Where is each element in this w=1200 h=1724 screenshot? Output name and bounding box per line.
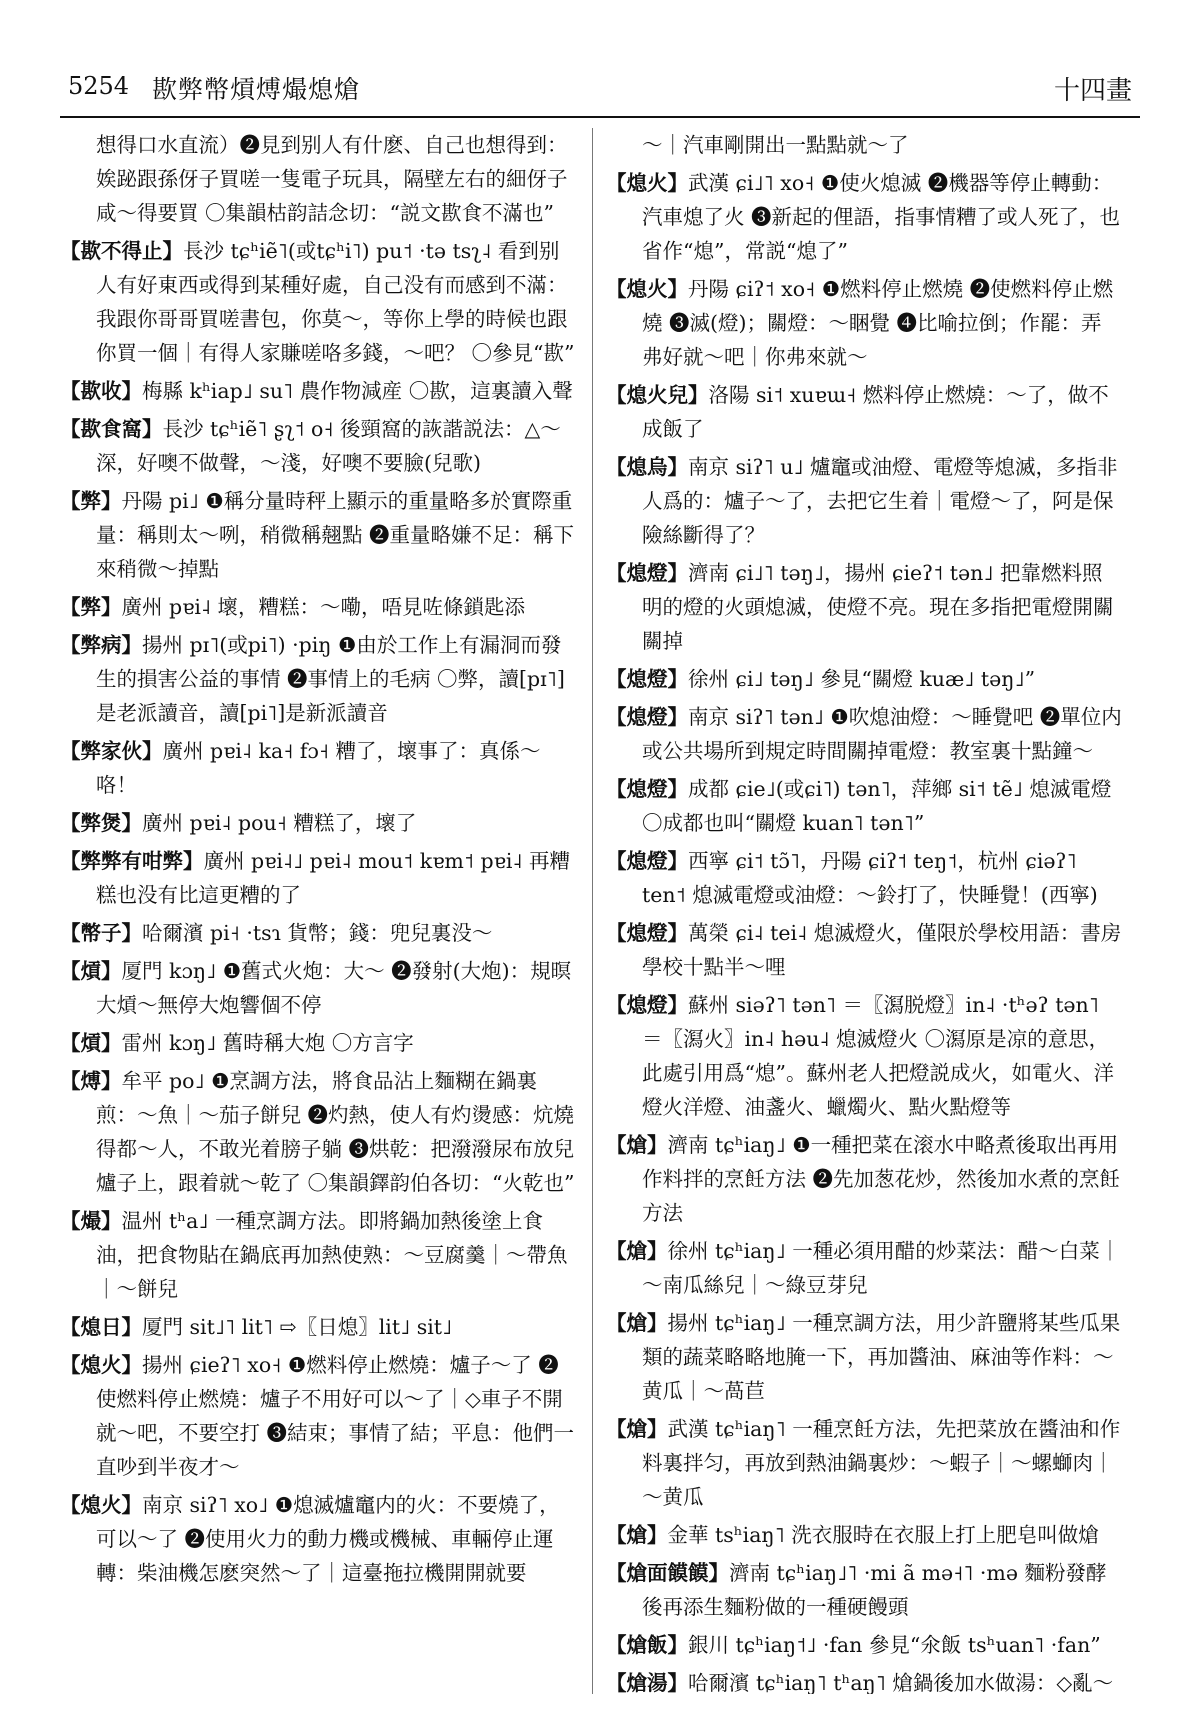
dictionary-entry <box>606 1666 1122 1694</box>
dictionary-entry <box>606 1128 1122 1230</box>
entry-headword: 【歁食窩】 <box>60 417 163 441</box>
dictionary-entry <box>606 988 1122 1124</box>
dictionary-entry <box>606 1518 1122 1552</box>
entry-headword: 【弊病】 <box>60 633 142 657</box>
entry-definition: 濟南 ɕi˩˥ təŋ˩，揚州 ɕieʔ˦ tən˩ 把靠燃料照明的燈的火頭熄滅，使燈不亮。現在多指把電燈開關關掉 <box>642 561 1114 653</box>
entry-headword: 【熄火】 <box>60 1353 142 1377</box>
dictionary-entry <box>606 916 1122 984</box>
entry-definition: 丹陽 pi˩ ❶稱分量時秤上顯示的重量略多於實際重量：稱則太～咧，稍微稱翹點 ❷重量略嫌不足：稱下來稍微～掉點 <box>96 489 575 581</box>
dictionary-entry <box>60 844 576 912</box>
entry-headword: 【熗】 <box>606 1417 668 1441</box>
entry-definition: 哈爾濱 pi˧ ·tsɿ 貨幣；錢：兜兒裏没～ <box>142 921 493 945</box>
left-column <box>60 128 576 1694</box>
entry-headword: 【歁收】 <box>60 379 142 403</box>
entry-headword: 【幣子】 <box>60 921 142 945</box>
entry-definition: 徐州 tɕʰiaŋ˩ 一種必須用醋的炒菜法：醋～白菜｜～南瓜絲兒｜～綠豆芽兒 <box>642 1239 1121 1297</box>
entry-headword: 【熄燈】 <box>606 777 688 801</box>
dictionary-entry <box>606 556 1122 658</box>
dictionary-entry <box>60 1026 576 1060</box>
entry-definition: 南京 siʔ˥ tən˩ ❶吹熄油燈：～睡覺吧 ❷單位内或公共場所到規定時間關掉電燈：教室裏十點鐘～ <box>642 705 1122 763</box>
entry-headword: 【熗】 <box>606 1239 668 1263</box>
entry-headword: 【弊弊有咁弊】 <box>60 849 204 873</box>
entry-definition: 丹陽 ɕiʔ˦ xo˧ ❶燃料停止燃燒 ❷使燃料停止燃燒 ❸滅(燈)；關燈：～睏覺 ❹比喻拉倒；作罷：弄弗好就～吧｜你弗來就～ <box>642 277 1114 369</box>
entry-headword: 【熄燈】 <box>606 993 688 1017</box>
entry-headword: 【弊】 <box>60 595 122 619</box>
dictionary-entry <box>606 1556 1122 1624</box>
entry-headword: 【熄燈】 <box>606 705 688 729</box>
dictionary-entry <box>606 844 1122 912</box>
entry-definition: 哈爾濱 tɕʰiaŋ˥ tʰaŋ˥ 熗鍋後加水做湯：◇亂～ <box>688 1671 1114 1694</box>
dictionary-entry <box>60 1064 576 1200</box>
entry-definition: 長沙 tɕʰiẽ˥ ʂʅ˦ o˧ 後頸窩的詼諧説法：△～深，好噢不做聲，～淺，好噢不要臉(兒歌) <box>96 417 561 475</box>
entry-headword: 【熄火】 <box>606 171 688 195</box>
entry-headword: 【弊】 <box>60 489 122 513</box>
entry-definition: 武漢 tɕʰiaŋ˥ 一種烹飪方法，先把菜放在醬油和作料裏拌匀，再放到熱油鍋裏炒：～蝦子｜～螺螄肉｜～黄瓜 <box>642 1417 1121 1509</box>
dictionary-entry <box>60 1310 576 1344</box>
dictionary-entry <box>606 662 1122 696</box>
entry-headword: 【熕】 <box>60 959 122 983</box>
entry-definition: 揚州 ɕieʔ˥ xo˧ ❶燃料停止燃燒：爐子～了 ❷使燃料停止燃燒：爐子不用好可以～了｜◇車子不開就～吧，不要空打 ❸結束；事情了結；平息：他們一直吵到半夜才～ <box>96 1353 575 1479</box>
entry-definition: 廣州 pɐi˨ pou˧ 糟糕了，壞了 <box>142 811 417 835</box>
entry-definition: 萬榮 ɕi˨ tei˨ 熄滅燈火，僅限於學校用語：書房學校十點半～哩 <box>642 921 1122 979</box>
entry-headword: 【熄火兒】 <box>606 383 709 407</box>
entry-headword: 【熄火】 <box>606 277 688 301</box>
dictionary-entry <box>606 772 1122 840</box>
entry-headword: 【熗】 <box>606 1133 668 1157</box>
entry-headword: 【熄火】 <box>60 1493 142 1517</box>
entry-headword: 【熄燈】 <box>606 667 688 691</box>
entry-definition: 濟南 tɕʰiaŋ˩ ❶一種把菜在滚水中略煮後取出再用作料拌的烹飪方法 ❷先加葱花炒，然後加水煮的烹飪方法 <box>642 1133 1121 1225</box>
entry-headword: 【熗飯】 <box>606 1633 688 1657</box>
dictionary-entry <box>606 378 1122 446</box>
page-header <box>60 60 1140 118</box>
dictionary-entry <box>606 272 1122 374</box>
dictionary-entry <box>606 1306 1122 1408</box>
entry-headword: 【熶】 <box>60 1209 122 1233</box>
continuation-text: 想得口水直流）❷見到别人有什麽、自己也想得到：娭䟤跟孫伢子買嗟一隻電子玩具，隔壁左右的細伢子咸～得要買 〇集韻枯韵詰念切：“説文歁食不滿也” <box>96 133 568 225</box>
entry-headword: 【熄烏】 <box>606 455 688 479</box>
entry-headword: 【弊家伙】 <box>60 739 163 763</box>
dictionary-entry <box>60 916 576 950</box>
dictionary-entry <box>60 374 576 408</box>
entry-headword: 【熗】 <box>606 1523 668 1547</box>
entry-headword: 【熗面饃饃】 <box>606 1561 729 1585</box>
entry-definition: 蘇州 siəʔ˥ tən˥ ＝〖㵼脱燈〗in˨ ·tʰəʔ tən˥ ＝〖㵼火〗in˨ həu˨ 熄滅燈火 〇㵼原是凉的意思，此處引用爲“熄”。蘇州老人把燈説成火，如電火、洋燈火洋燈、油盞火、蠟燭火、點火點燈等 <box>642 993 1114 1119</box>
page-number: 5254 <box>68 72 130 100</box>
dictionary-entry <box>60 1204 576 1306</box>
entry-headword: 【煿】 <box>60 1069 122 1093</box>
entry-definition: 廣州 pɐi˨ ka˧ fɔ˧ 糟了，壞事了：真係～咯！ <box>96 739 541 797</box>
dictionary-entry <box>606 700 1122 768</box>
entry-definition: 温州 tʰa˩ 一種烹調方法。即將鍋加熱後塗上食油，把食物貼在鍋底再加熱使熟：～豆腐羹｜～帶魚｜～餅兒 <box>96 1209 568 1301</box>
entry-headword: 【熄燈】 <box>606 849 688 873</box>
dictionary-entry <box>60 806 576 840</box>
entry-definition: 厦門 kɔŋ˩ ❶舊式火炮：大～ ❷發射(大炮)：規暝大熕～無停大炮響個不停 <box>96 959 572 1017</box>
entry-definition: 南京 siʔ˥ u˩ 爐竈或油燈、電燈等熄滅，多指非人爲的：爐子～了，去把它生着｜電燈～了，阿是保險絲斷得了？ <box>642 455 1118 547</box>
entry-headword: 【熄燈】 <box>606 921 688 945</box>
entry-headword: 【熄燈】 <box>606 561 688 585</box>
dictionary-entry <box>60 234 576 370</box>
dictionary-entry <box>60 628 576 730</box>
entry-definition: 長沙 tɕʰiẽ˥(或tɕʰi˥) pu˦ ·tə tsʅ˨ 看到别人有好東西或得到某種好處，自己没有而感到不滿：我跟你哥哥買嗟書包，你莫～，等你上學的時候也跟你買一個｜有得人家賺嗟咯多錢，～吧？ 〇參見“歁” <box>96 239 575 365</box>
dictionary-entry <box>60 1488 576 1590</box>
entry-definition: 梅縣 kʰiap˩ su˥ 農作物減産 〇歁，這裏讀入聲 <box>142 379 573 403</box>
entry-headword: 【熗湯】 <box>606 1671 688 1694</box>
dictionary-entry <box>60 484 576 586</box>
dictionary-entry <box>60 412 576 480</box>
entry-headword: 【熄日】 <box>60 1315 142 1339</box>
dictionary-entry <box>60 954 576 1022</box>
entry-definition: 成都 ɕie˩(或ɕi˥) tən˥，萍鄉 si˦ tẽ˩ 熄滅電燈 〇成都也叫“關燈 kuan˥ tən˥” <box>642 777 1112 835</box>
entry-definition: 雷州 kɔŋ˩ 舊時稱大炮 〇方言字 <box>121 1031 414 1055</box>
dictionary-entry <box>606 166 1122 268</box>
dictionary-entry <box>606 1412 1122 1514</box>
entry-definition: 揚州 pɪ˥(或pi˥) ·piŋ ❶由於工作上有漏洞而發生的損害公益的事情 ❷事情上的毛病 〇弊，讀[pɪ˥]是老派讀音，讀[pi˥]是新派讀音 <box>96 633 565 725</box>
entry-headword: 【弊煲】 <box>60 811 142 835</box>
continuation-text: ～｜汽車剛開出一點點就～了 <box>642 133 909 157</box>
dictionary-entry <box>606 450 1122 552</box>
entry-definition: 西寧 ɕi˦ tɔ̃˥，丹陽 ɕiʔ˦ teŋ˦，杭州 ɕiəʔ˥ ten˦ 熄滅電燈或油燈：～鈴打了，快睡覺！(西寧) <box>642 849 1098 907</box>
entry-definition: 厦門 sit˩˥ lit˥ ⇨〖日熄〗lit˩ sit˩ <box>142 1315 453 1339</box>
entry-definition: 銀川 tɕʰiaŋ˦˩ ·fan 參見“氽飯 tsʰuan˥ ·fan” <box>688 1633 1101 1657</box>
entry-definition: 濟南 tɕʰiaŋ˩˥ ·mi ã mə˧˥ ·mə 麵粉發酵後再添生麵粉做的一種硬饅頭 <box>642 1561 1107 1619</box>
entry-definition: 武漢 ɕi˩˥ xo˧ ❶使火熄滅 ❷機器等停止轉動：汽車熄了火 ❸新起的俚語，指事情糟了或人死了，也省作“熄”，常説“熄了” <box>642 171 1121 263</box>
entry-definition: 南京 siʔ˥ xo˩ ❶熄滅爐竈内的火：不要燒了，可以～了 ❷使用火力的動力機或機械、車輛停止運轉：柴油機怎麽突然～了｜這臺拖拉機開開就要 <box>96 1493 560 1585</box>
column-divider <box>592 128 593 1694</box>
entry-headword: 【熕】 <box>60 1031 122 1055</box>
entry-definition: 徐州 ɕi˩ təŋ˩ 參見“關燈 kuæ˩ təŋ˩” <box>688 667 1036 691</box>
dictionary-entry <box>606 1234 1122 1302</box>
entry-definition: 廣州 pɐi˨˩ pɐi˨ mou˦ kɐm˦ pɐi˨ 再糟糕也没有比這更糟的了 <box>96 849 571 907</box>
entry-definition: 洛陽 si˦ xuɐɯ˧ 燃料停止燃燒：～了，做不成飯了 <box>642 383 1109 441</box>
entry-definition: 廣州 pɐi˨ 壞，糟糕：～嘞，唔見咗條鎖匙添 <box>121 595 526 619</box>
entry-definition: 金華 tsʰiaŋ˥ 洗衣服時在衣服上打上肥皂叫做熗 <box>667 1523 1099 1547</box>
entry-definition: 揚州 tɕʰiaŋ˩ 一種烹調方法，用少許鹽將某些瓜果類的蔬菜略略地腌一下，再加醬油、麻油等作料：～黄瓜｜～萵苣 <box>642 1311 1121 1403</box>
entry-headword: 【歁不得止】 <box>60 239 183 263</box>
entry-definition: 牟平 po˩ ❶烹調方法，將食品沾上麵糊在鍋裏煎：～魚｜～茄子餅兒 ❷灼熱，使人有灼燙感：炕燒得都～人，不敢光着膀子躺 ❸烘乾：把潑潑尿布放兒爐子上，跟着就～乾了 〇集韻鐸韵伯各切：“火乾也” <box>96 1069 575 1195</box>
header-section: 十四畫 <box>1053 76 1132 106</box>
dictionary-entry <box>606 1628 1122 1662</box>
right-column <box>606 128 1122 1694</box>
dictionary-entry <box>60 734 576 802</box>
dictionary-entry <box>60 1348 576 1484</box>
dictionary-entry <box>60 590 576 624</box>
entry-headword: 【熗】 <box>606 1311 668 1335</box>
header-characters: 歁弊幣熕煿熶熄熗 <box>152 75 361 104</box>
